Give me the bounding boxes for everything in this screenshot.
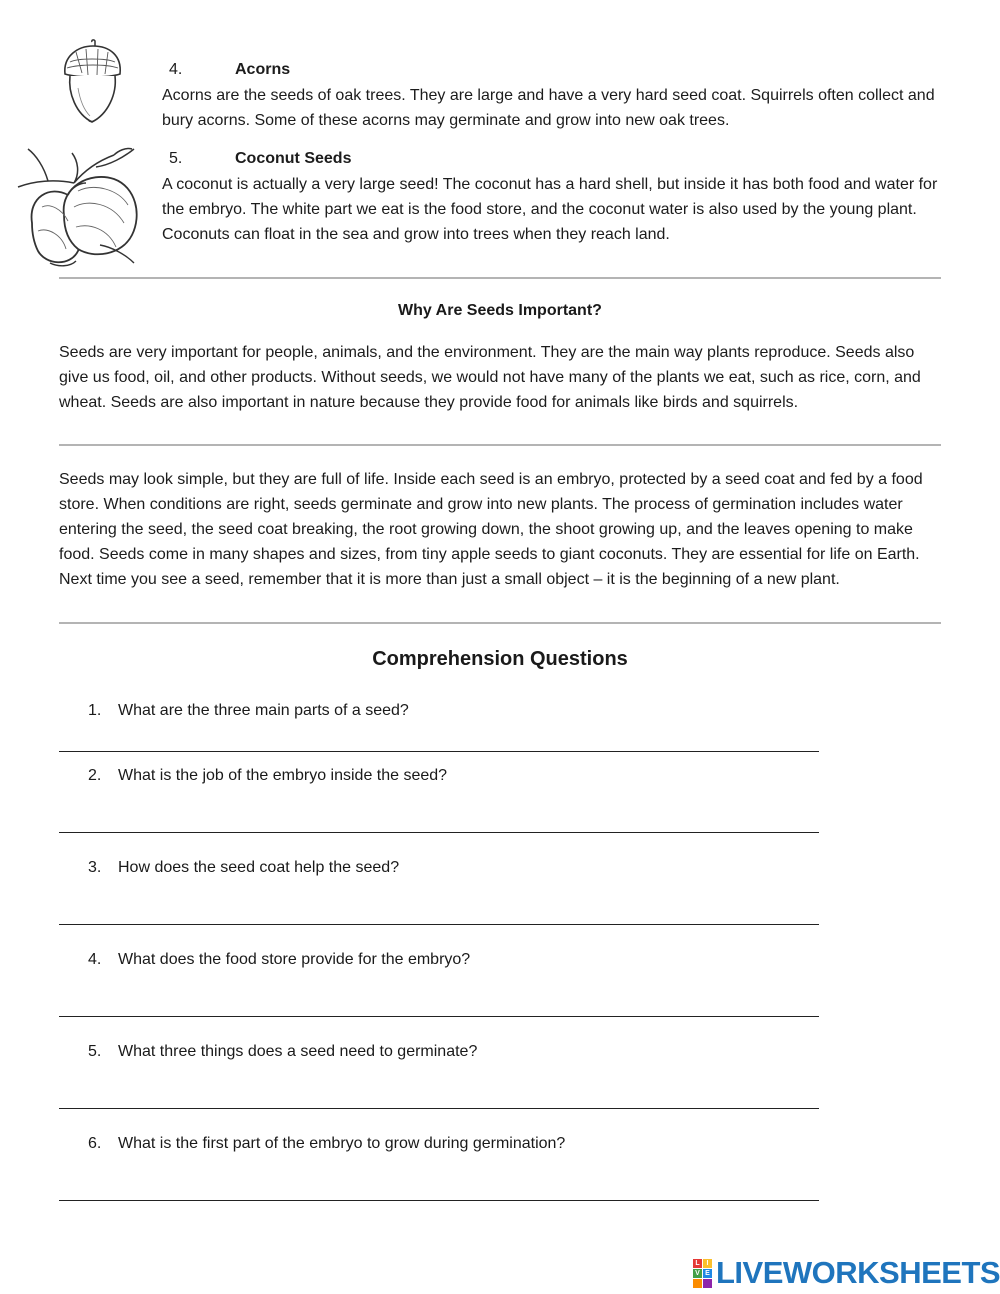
question-text: What is the first part of the embryo to grow during germination? <box>118 1135 566 1152</box>
question-text: What is the job of the embryo inside the seed? <box>118 767 448 784</box>
logo-badge-cell <box>693 1279 702 1288</box>
question-number: 5. <box>88 1043 102 1060</box>
question-text: How does the seed coat help the seed? <box>118 859 400 876</box>
logo-text: LIVEWORKSHEETS <box>716 1255 1000 1290</box>
logo-badge-icon <box>693 1259 712 1288</box>
logo-badge-cell: I <box>703 1259 712 1268</box>
item-title: Acorns <box>235 61 291 78</box>
section-divider <box>59 622 941 624</box>
answer-line[interactable] <box>59 924 819 925</box>
section-heading: Why Are Seeds Important? <box>398 302 602 319</box>
acorn-illustration <box>58 38 128 126</box>
question-text: What are the three main parts of a seed? <box>118 702 409 719</box>
summary-paragraph: Seeds may look simple, but they are full of life. Inside each seed is an embryo, protected by a seed coat and fed by a food store. When conditions are right, seeds germinate and grow into new plants. The process of germination includes water entering the seed, the seed coat breaking, the root growing down, the shoot growing up, and the leaves opening to make food. Seeds come in many shapes and sizes, from tiny apple seeds to giant coconuts. They are essential for life on Earth. Next time you see a seed, remember that it is more than just a small object – it is the beginning of a new plant. <box>59 471 923 588</box>
item-number: 4. <box>169 61 183 78</box>
answer-line[interactable] <box>59 751 819 752</box>
answer-line[interactable] <box>59 1016 819 1017</box>
logo-badge-cell: V <box>693 1269 702 1278</box>
logo-badge-cell: E <box>703 1269 712 1278</box>
item-description: A coconut is actually a very large seed! The coconut has a hard shell, but inside it has both food and water for the embryo. The white part we eat is the food store, and the coconut water is also used by the young plant. Coconuts can float in the sea and grow into trees when they reach land. <box>162 176 938 243</box>
importance-paragraph: Seeds are very important for people, animals, and the environment. They are the main way plants reproduce. Seeds also give us food, oil, and other products. Without seeds, we would not have many of the plants we eat, such as rice, corn, and wheat. Seeds are also important in nature because they provide food for animals like birds and squirrels. <box>59 344 921 411</box>
questions-heading: Comprehension Questions <box>372 648 628 670</box>
question-text: What three things does a seed need to germinate? <box>118 1043 478 1060</box>
item-description: Acorns are the seeds of oak trees. They are large and have a very hard seed coat. Squirrels often collect and bury acorns. Some of these acorns may germinate and grow into new oak trees. <box>162 87 935 129</box>
question-text: What does the food store provide for the embryo? <box>118 951 471 968</box>
answer-line[interactable] <box>59 1200 819 1201</box>
coconut-illustration <box>14 143 150 268</box>
section-divider <box>59 444 941 446</box>
liveworksheets-logo <box>693 1255 1000 1291</box>
question-number: 3. <box>88 859 102 876</box>
question-number: 6. <box>88 1135 102 1152</box>
question-number: 2. <box>88 767 102 784</box>
item-number: 5. <box>169 150 183 167</box>
logo-badge-cell <box>703 1279 712 1288</box>
section-divider <box>59 277 941 279</box>
answer-line[interactable] <box>59 1108 819 1109</box>
answer-line[interactable] <box>59 832 819 833</box>
logo-badge-cell: L <box>693 1259 702 1268</box>
question-number: 1. <box>88 702 102 719</box>
item-title: Coconut Seeds <box>235 150 352 167</box>
question-number: 4. <box>88 951 102 968</box>
